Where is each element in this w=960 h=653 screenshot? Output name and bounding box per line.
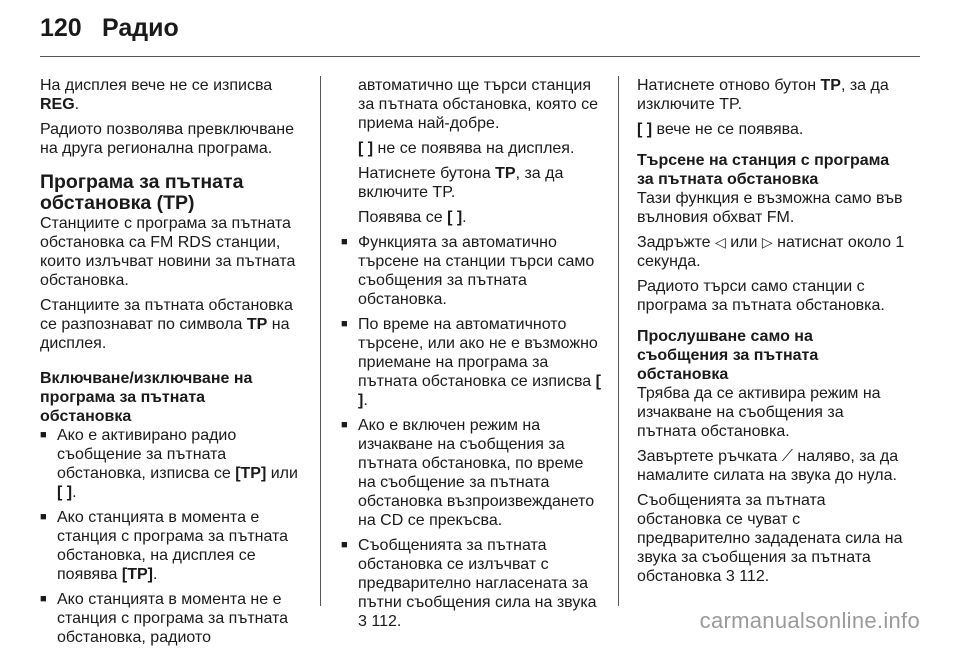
list-item: ■ По време на автоматичното търсене, или ако не е възможно приемане на програма за пътната обстановка се изписва [ ]. xyxy=(341,315,603,410)
seek-right-icon: ▷ xyxy=(761,234,773,250)
page-reference-icon: 3 xyxy=(725,568,735,585)
list-item: ■ Ако е включен режим на изчакване на съобщения за пътната обстановка, по време на съобщение за пътната обстановка възпроизвеждането на CD се прекъсва. xyxy=(341,416,603,530)
paragraph: Станциите за пътната обстановка се разпознават по символа TP на дисплея. xyxy=(40,297,293,352)
paragraph: Радиото търси само станции с програма за пътната обстановка. xyxy=(637,278,885,314)
paragraph: [ ] не се появява на дисплея. xyxy=(358,140,575,157)
paragraph: Натиснете отново бутон TP, за да изключите TP. xyxy=(637,77,889,113)
watermark: carmanualsonline.info xyxy=(699,608,920,633)
header-rule xyxy=(40,56,920,57)
volume-knob-icon: ⟋ xyxy=(781,448,793,465)
page-number: 120 xyxy=(40,14,82,42)
section-heading-tp: Програма за пътната обстановка (TP) xyxy=(40,171,244,214)
list-item: ■ Функцията за автоматично търсене на станции търси само съобщения за пътната обстановка. xyxy=(341,233,603,309)
list-item: ■ Ако станцията в момента не е станция с програма за пътната обстановка, радиото xyxy=(40,590,298,647)
subheading-search: Търсене на станция с програма за пътната обстановка xyxy=(637,152,890,188)
paragraph: автоматично ще търси станция за пътната обстановка, която се приема най-добре. xyxy=(358,77,598,132)
paragraph: На дисплея вече не се изписва REG. xyxy=(40,77,273,113)
list-item: ■ Ако е активирано радио съобщение за пътната обстановка, изписва се [TP] или [ ]. xyxy=(40,426,298,502)
paragraph: Завъртете ръчката ⟋ наляво, за да намалите силата на звука до нула. xyxy=(637,448,899,484)
bullet-list xyxy=(40,426,298,647)
paragraph: Задръжте ◁ или ▷ натиснат около 1 секунда. xyxy=(637,234,905,270)
column-divider xyxy=(320,76,321,606)
column-2 xyxy=(341,76,603,637)
paragraph: Тази функция е възможна само във вълновия обхват FM. xyxy=(637,190,903,226)
paragraph: Съобщенията за пътната обстановка се чуват с предварително зададената сила на звука за съобщения за пътната обстановка 3 112. xyxy=(637,492,903,585)
paragraph: Появява се [ ]. xyxy=(358,209,467,226)
paragraph: Трябва да се активира режим на изчакване на съобщения за пътната обстановка. xyxy=(637,385,881,440)
page-header xyxy=(40,14,179,44)
page-reference-icon: 3 xyxy=(358,613,367,630)
paragraph: Станциите с програма за пътната обстановка са FM RDS станции, които излъчват новини за пътната обстановка. xyxy=(40,215,296,289)
paragraph: Радиото позволява превключване на друга регионална програма. xyxy=(40,121,295,157)
chapter-title: Радио xyxy=(102,14,179,42)
column-3 xyxy=(637,76,905,592)
seek-left-icon: ◁ xyxy=(715,234,726,250)
bullet-list xyxy=(341,233,603,631)
paragraph: Натиснете бутона TP, за да включите TP. xyxy=(358,165,564,201)
list-item: ■ Ако станцията в момента е станция с програма за пътната обстановка, на дисплея се появява [TP]. xyxy=(40,508,298,584)
subheading-listen: Прослушване само на съобщения за пътната обстановка xyxy=(637,328,819,383)
list-item: ■ Съобщенията за пътната обстановка се излъчват с предварително нагласената за пътни съобщения сила на звука 3 112. xyxy=(341,536,603,631)
paragraph: [ ] вече не се появява. xyxy=(637,121,804,138)
subheading-onoff: Включване/изключване на програма за пътната обстановка xyxy=(40,370,253,425)
column-1 xyxy=(40,76,298,653)
column-divider xyxy=(618,76,619,606)
